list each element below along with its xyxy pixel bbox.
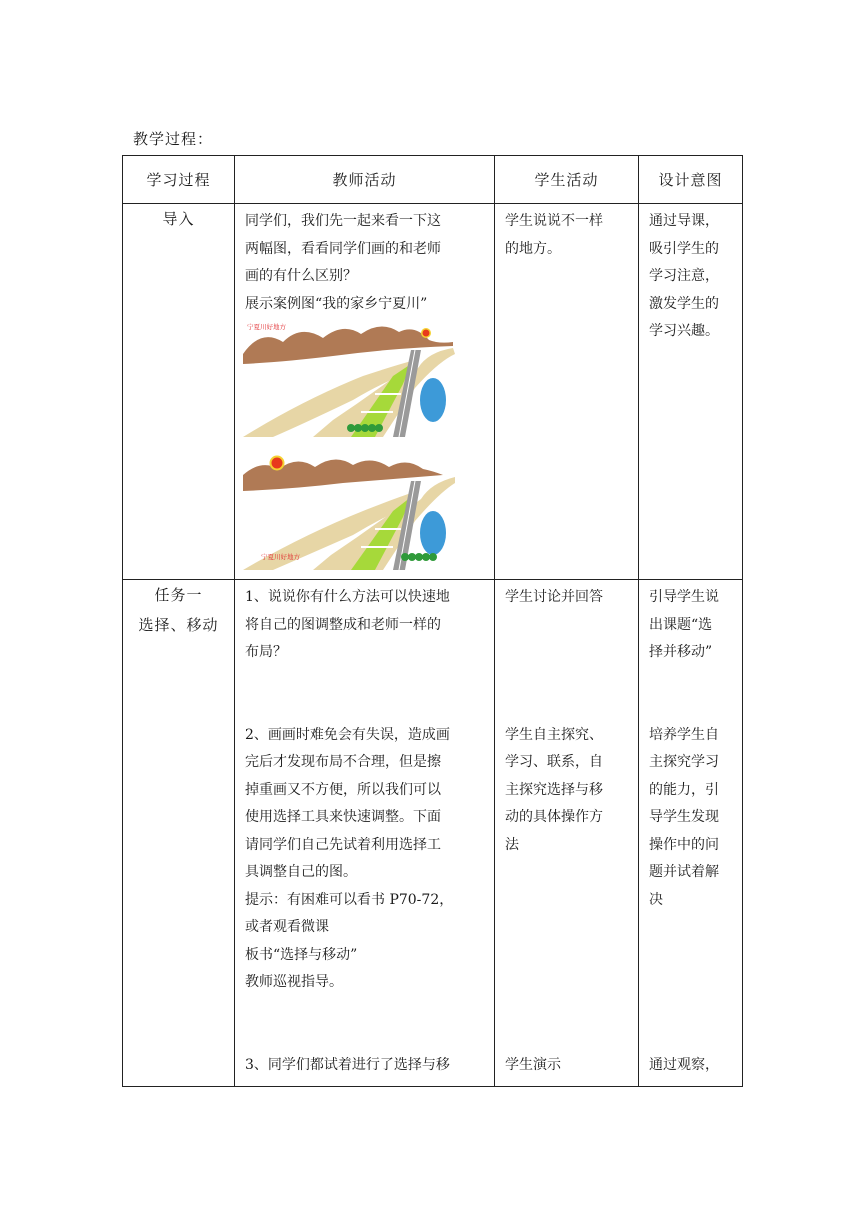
text-line: 画的有什么区别？ (245, 268, 357, 284)
student-activity-cell (495, 580, 639, 1087)
lesson-process-table (122, 155, 743, 1087)
text-line: 完后才发现布局不合理，但是擦 (245, 754, 441, 770)
section-heading: 教学过程： (133, 130, 214, 148)
text-line: 使用选择工具来快速调整。下面 (245, 809, 441, 825)
text-line: 主探究选择与移 (505, 781, 603, 798)
text-line: 激发学生的 (649, 295, 719, 312)
text-line: 具调整自己的图。 (245, 864, 357, 880)
text-line: 题并试着解 (649, 864, 719, 880)
stage-label: 导入 (162, 210, 195, 228)
sun-icon (423, 330, 430, 337)
design-intent-cell (639, 580, 743, 1087)
example-image-2 (243, 453, 455, 570)
text-line: 导学生发现 (649, 809, 719, 825)
text-line: 请同学们自己先试着利用选择工 (245, 836, 441, 853)
text-line: 学生演示 (505, 1056, 561, 1073)
header-stage: 学习过程 (123, 156, 235, 204)
text-line: 教师巡视指导。 (245, 974, 343, 990)
table-row (123, 580, 743, 1087)
text-line: 布局？ (245, 644, 287, 660)
text-line: 学生讨论并回答 (505, 589, 603, 605)
text-line: 吸引学生的 (649, 240, 719, 257)
text-line: 2、画画时难免会有失误，造成画 (245, 726, 450, 743)
text-line: 的能力，引 (649, 781, 719, 798)
text-line: 学习注意， (649, 268, 719, 284)
text-line: 学生说说不一样 (505, 213, 603, 229)
text-line: 提示：有困难可以看书 P70-72， (245, 891, 454, 908)
text-line: 或者观看微课 (245, 919, 329, 935)
lake-shape (420, 511, 446, 555)
text-line: 通过观察， (649, 1056, 719, 1073)
teacher-activity-cell (235, 580, 495, 1087)
text-line: 3、同学们都试着进行了选择与移 (245, 1056, 450, 1073)
text-line: 板书“选择与移动” (245, 946, 358, 963)
stage-cell (123, 580, 235, 1087)
table-row (123, 204, 743, 580)
text-line: 培养学生自 (649, 726, 719, 743)
text-line: 学生自主探究、 (505, 726, 603, 743)
text-line: 同学们，我们先一起来看一下这 (245, 213, 441, 229)
text-line: 展示案例图“我的家乡宁夏川” (245, 295, 428, 312)
text-line: 择并移动” (649, 644, 713, 660)
image-caption: 宁夏川好地方 (247, 323, 286, 331)
text-line: 1、说说你有什么方法可以快速地 (245, 589, 450, 605)
text-line: 操作中的问 (649, 836, 719, 853)
trees-shape (401, 553, 437, 561)
text-line: 引导学生说 (649, 589, 719, 605)
stage-label: 选择、移动 (138, 616, 219, 634)
stage-cell (123, 204, 235, 580)
header-student: 学生活动 (495, 156, 639, 204)
image-caption: 宁夏川好地方 (261, 553, 300, 561)
text-line: 两幅图，看看同学们画的和老师 (245, 240, 441, 257)
header-teacher: 教师活动 (235, 156, 495, 204)
text-line: 的地方。 (505, 240, 561, 257)
stage-label: 任务一 (154, 586, 203, 604)
text-line: 学习兴趣。 (649, 323, 719, 339)
text-line: 学习、联系，自 (505, 754, 603, 770)
design-intent-cell (639, 204, 743, 580)
header-intent: 设计意图 (639, 156, 743, 204)
text-line: 掉重画又不方便，所以我们可以 (245, 781, 441, 798)
text-line: 动的具体操作方 (505, 809, 603, 825)
table-header-row (123, 156, 743, 204)
text-line: 出课题“选 (649, 616, 713, 633)
text-line: 主探究学习 (649, 754, 719, 770)
teacher-activity-cell (235, 204, 495, 580)
text-line: 通过导课， (649, 213, 719, 229)
lake-shape (420, 378, 446, 422)
text-line: 决 (649, 891, 663, 908)
text-line: 将自己的图调整成和老师一样的 (245, 616, 441, 633)
example-image-1 (243, 320, 455, 437)
sun-icon (272, 458, 283, 469)
trees-shape (347, 424, 383, 432)
text-line: 法 (505, 836, 519, 853)
student-activity-cell (495, 204, 639, 580)
